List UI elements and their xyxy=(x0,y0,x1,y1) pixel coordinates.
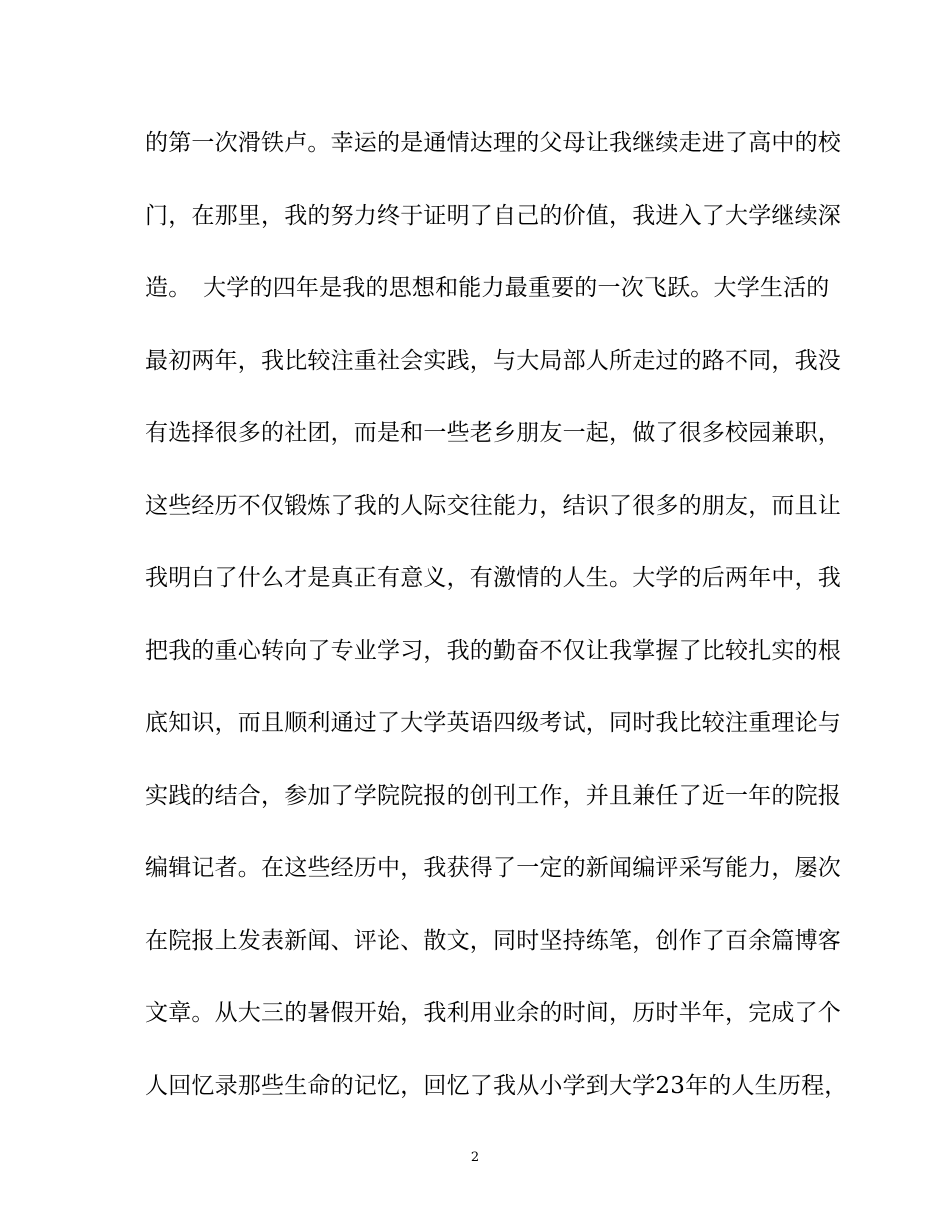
body-paragraph xyxy=(145,118,848,1133)
text-line: 的第一次滑铁卢。幸运的是通情达理的父母让我继续走进了高中的校 xyxy=(145,130,841,156)
page-number: 2 xyxy=(470,1150,480,1165)
text-line: 门，在那里，我的努力终于证明了自己的价值，我进入了大学继续深 xyxy=(145,202,841,229)
text-line: 我明白了什么才是真正有意义，有激情的人生。大学的后两年中，我 xyxy=(145,565,841,591)
text-line: 这些经历不仅锻炼了我的人际交往能力，结识了很多的朋友，而且让 xyxy=(145,492,841,519)
text-line: 有选择很多的社团，而是和一些老乡朋友一起，做了很多校园兼职， xyxy=(145,420,841,446)
text-line: 文章。从大三的暑假开始，我利用业余的时间，历时半年，完成了个 xyxy=(145,1000,841,1026)
text-line: 在院报上发表新闻、评论、散文，同时坚持练笔，创作了百余篇博客 xyxy=(145,927,841,954)
text-line: 实践的结合，参加了学院院报的创刊工作，并且兼任了近一年的院报 xyxy=(145,782,841,809)
text-line: 底知识，而且顺利通过了大学英语四级考试，同时我比较注重理论与 xyxy=(145,710,841,736)
text-line: 编辑记者。在这些经历中，我获得了一定的新闻编评采写能力，屡次 xyxy=(145,855,841,881)
text-line: 把我的重心转向了专业学习，我的勤奋不仅让我掌握了比较扎实的根 xyxy=(145,637,841,664)
text-line: 造。 大学的四年是我的思想和能力最重要的一次飞跃。大学生活的 xyxy=(145,275,830,301)
text-line: 人回忆录那些生命的记忆，回忆了我从小学到大学23年的人生历程， xyxy=(145,1072,848,1099)
text-line: 最初两年，我比较注重社会实践，与大局部人所走过的路不同，我没 xyxy=(145,347,841,374)
